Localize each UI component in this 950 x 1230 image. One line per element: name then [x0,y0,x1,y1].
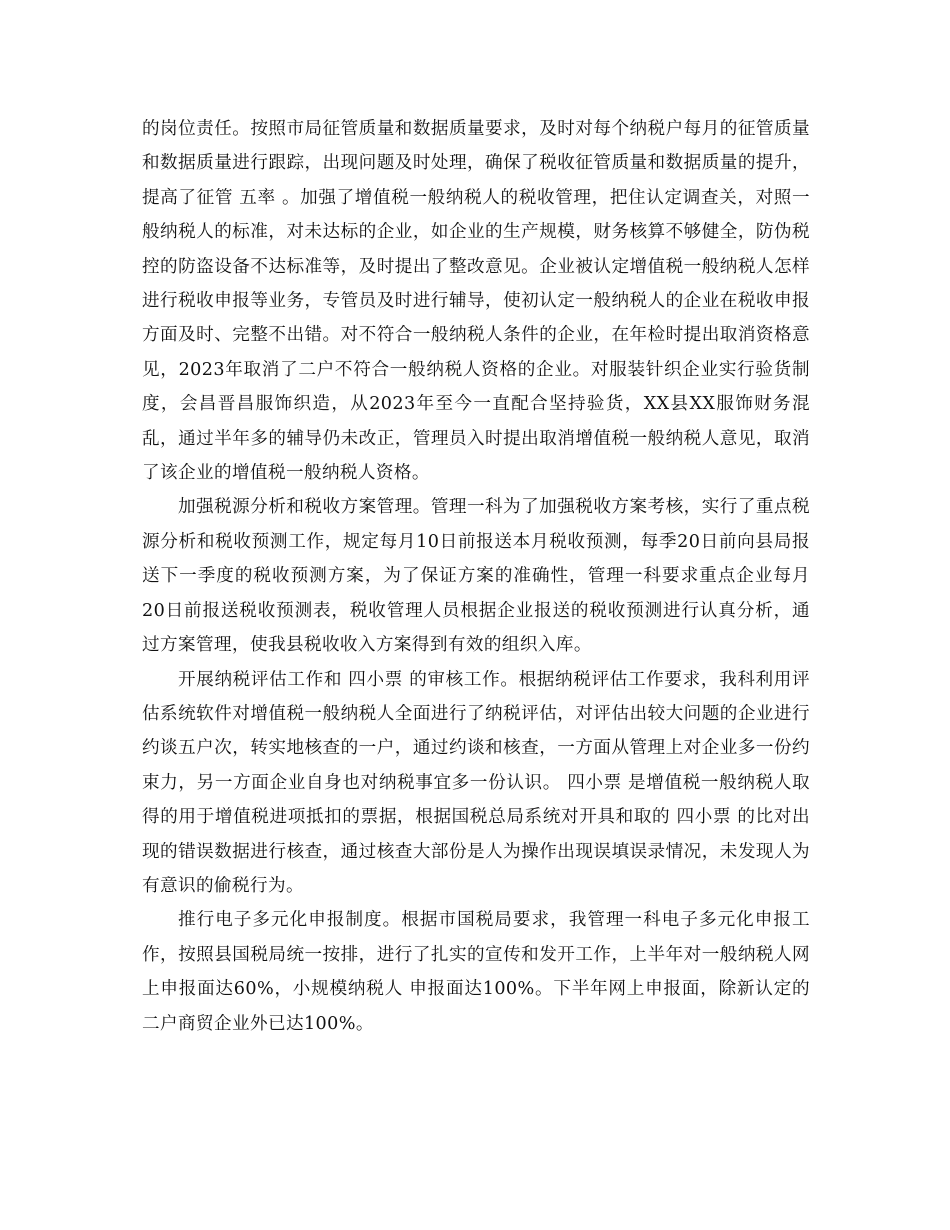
paragraph-tax-assessment: 开展纳税评估工作和 四小票 的审核工作。根据纳税评估工作要求，我科利用评估系统软件对增值税一般纳税人全面进行了纳税评估，对评估出较大问题的企业进行约谈五户次，转实地核查的一户，通过约谈和核查，一方面从管理上对企业多一份约束力，另一方面企业自身也对纳税事宜多一份认识。 四小票 是增值税一般纳税人取得的用于增值税进项抵扣的票据，根据国税总局系统对开具和取的 四小票 的比对出现的错误数据进行核查，通过核查大部份是人为操作出现误填误录情况，未发现人为有意识的偷税行为。 [142,669,810,896]
paragraph-electronic-filing: 推行电子多元化申报制度。根据市国税局要求，我管理一科电子多元化申报工作，按照县国税局统一按排，进行了扎实的宣传和发开工作，上半年对一般纳税人网上申报面达60%，小规模纳税人 申报面达100%。下半年网上申报面，除新认定的二户商贸企业外已达100%。 [142,910,810,1034]
paragraph-tax-source-analysis: 加强税源分析和税收方案管理。管理一科为了加强税收方案考核，实行了重点税源分析和税收预测工作，规定每月10日前报送本月税收预测，每季20日前向县局报送下一季度的税收预测方案，为了保证方案的准确性，管理一科要求重点企业每月20日前报送税收预测表，税收管理人员根据企业报送的税收预测进行认真分析，通过方案管理，使我县税收收入方案得到有效的组织入库。 [142,497,810,656]
paragraph-general-taxpayer-management: 的岗位责任。按照市局征管质量和数据质量要求，及时对每个纳税户每月的征管质量和数据质量进行跟踪，出现问题及时处理，确保了税收征管质量和数据质量的提升，提高了征管 五率 。加强了增值税一般纳税人的税收管理，把住认定调查关，对照一般纳税人的标准，对未达标的企业，如企业的生产规模，财务核算不够健全，防伪税控的防盗设备不达标准等，及时提出了整改意见。企业被认定增值税一般纳税人怎样进行税收申报等业务，专管员及时进行辅导，使初认定一般纳税人的企业在税收申报方面及时、完整不出错。对不符合一般纳税人条件的企业，在年检时提出取消资格意见，2023年取消了二户不符合一般纳税人资格的企业。对服装针织企业实行验货制度，会昌晋昌服饰织造，从2023年至今一直配合坚持验货，XX县XX服饰财务混乱，通过半年多的辅导仍未改正，管理员入时提出取消增值税一般纳税人意见，取消了该企业的增值税一般纳税人资格。 [142,119,810,484]
document-page [142,112,810,1041]
